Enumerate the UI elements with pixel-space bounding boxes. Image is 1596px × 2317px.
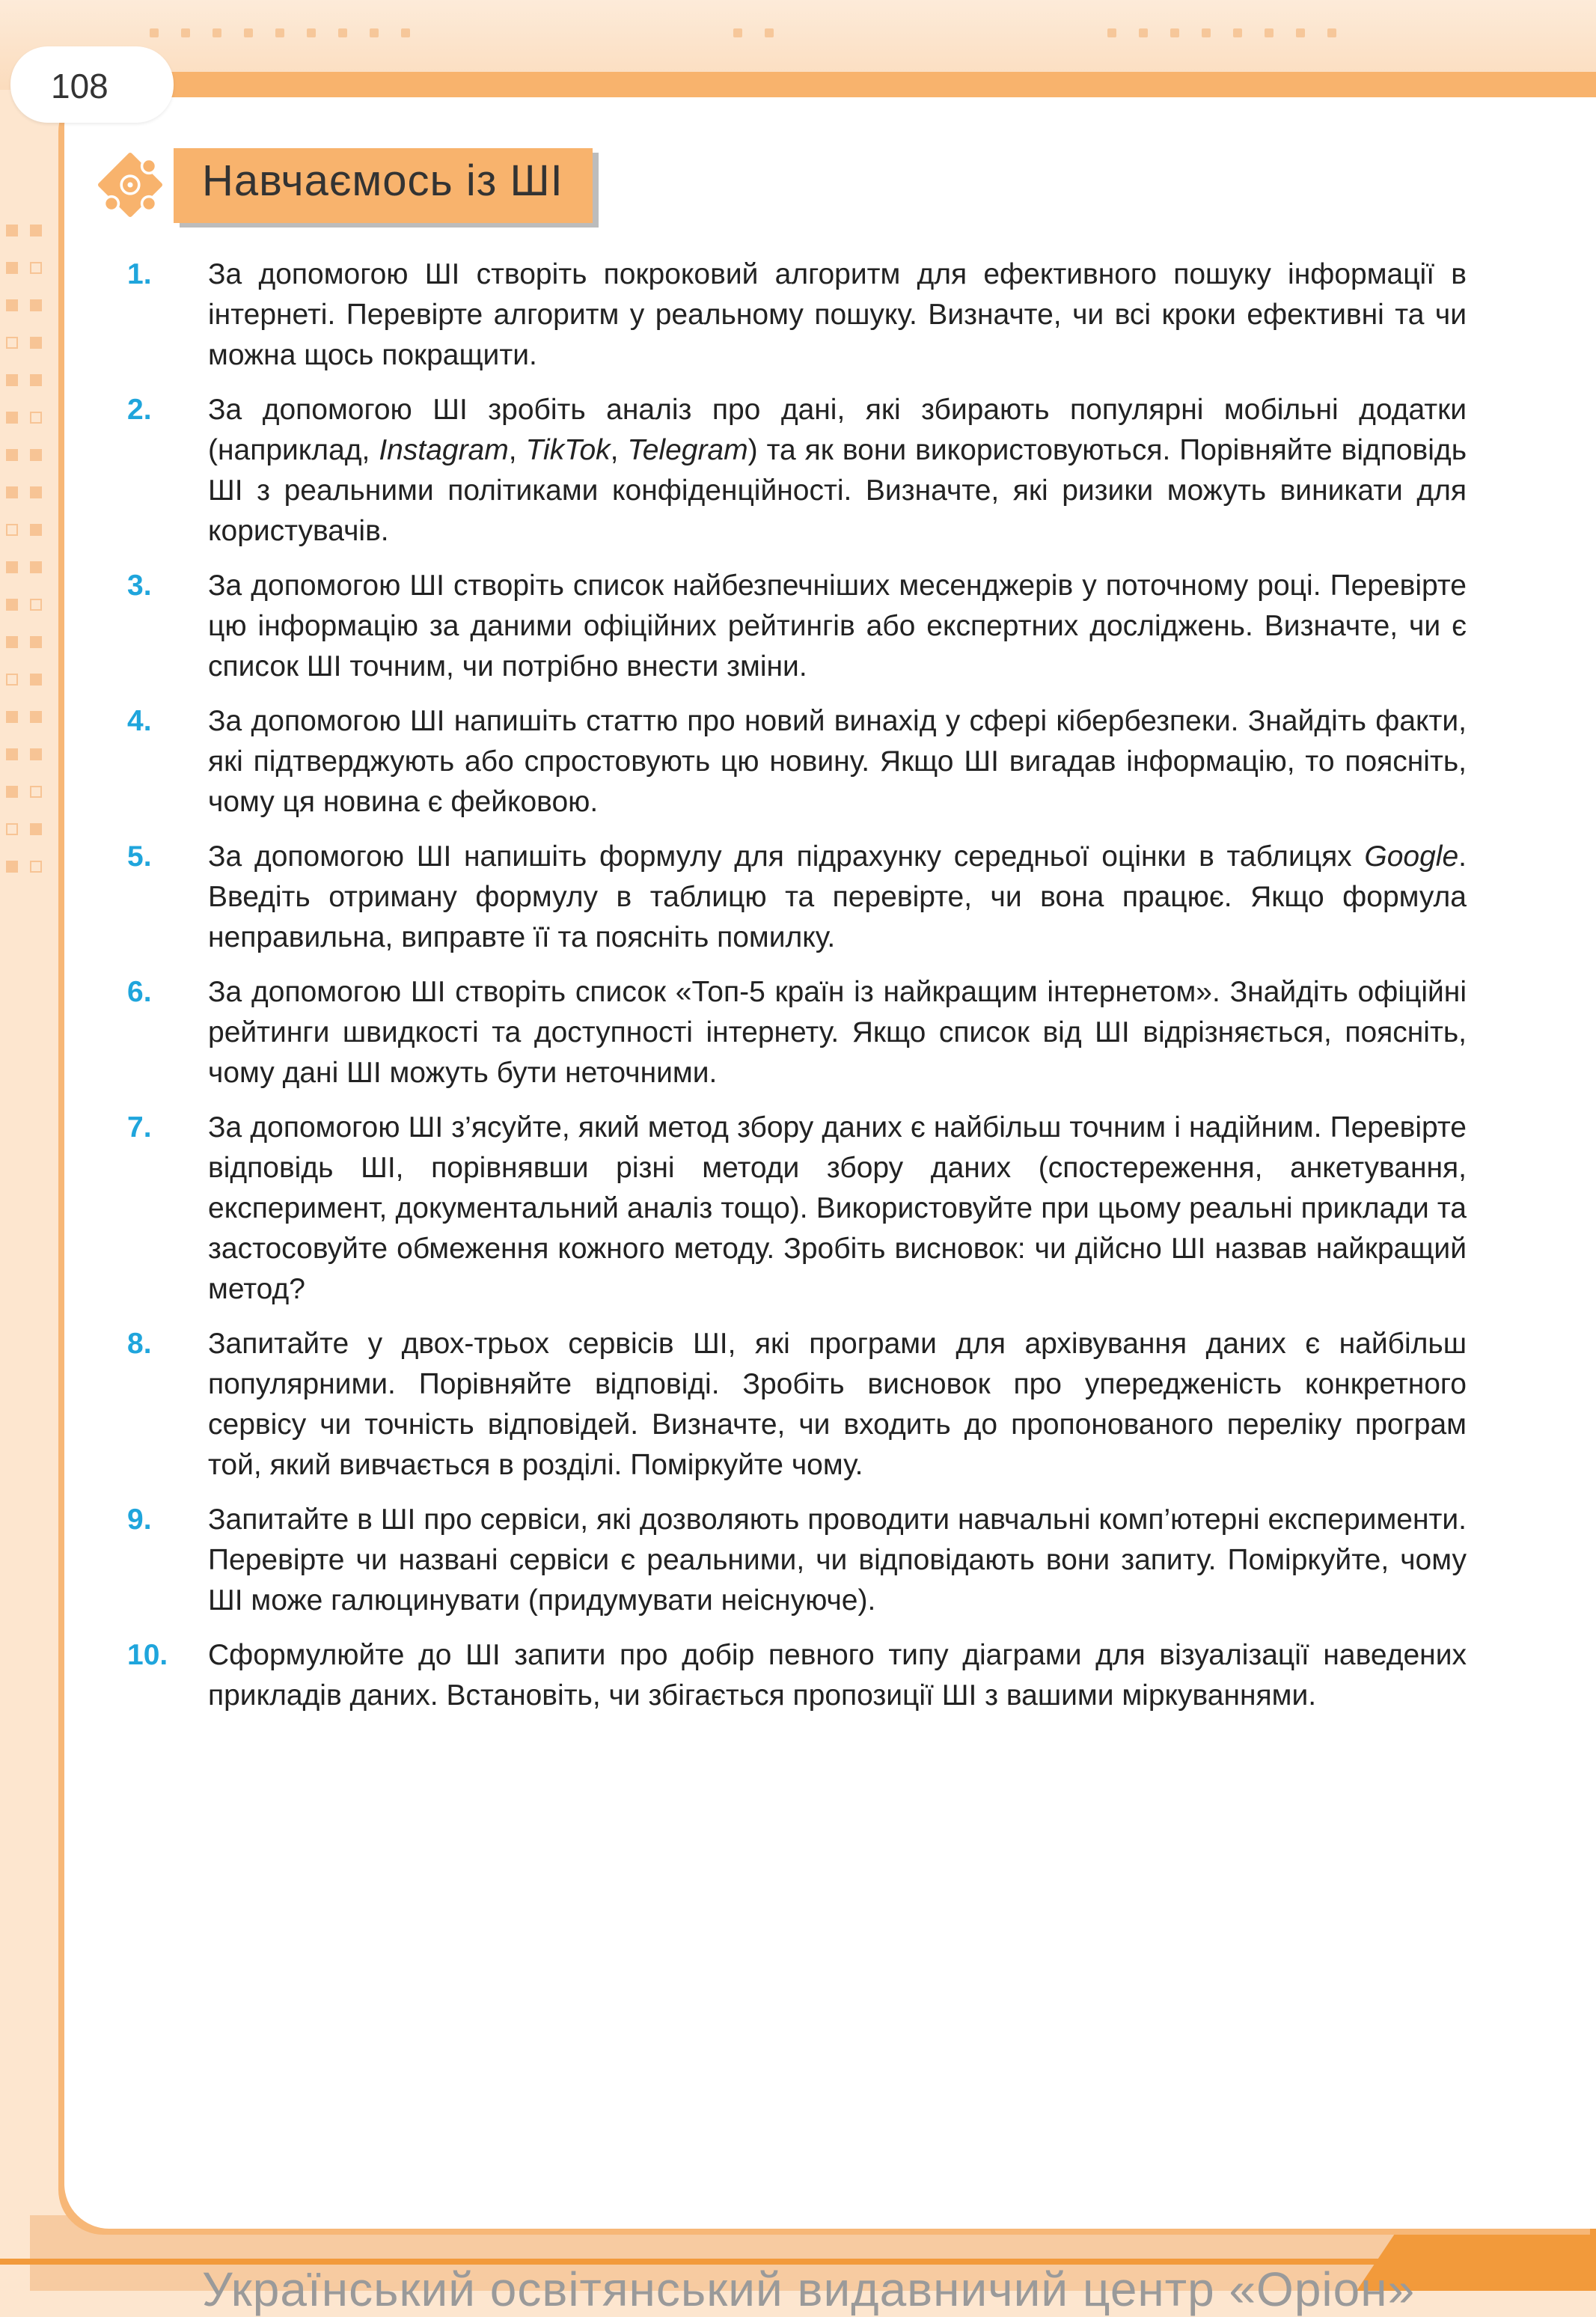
list-item bbox=[127, 837, 1467, 958]
task-list bbox=[127, 254, 1467, 1730]
list-item bbox=[127, 701, 1467, 822]
item-text: Запитайте у двох-трьох сервісів ШІ, які програми для архівування даних є найбільш популярними. Порівняйте відповіді. Зробіть висновок про упередженість конкретного сервісу чи точність відповідей. Визначте, чи входить до пропонованого переліку програм той, який вивчається в розділі. Поміркуйте чому. bbox=[208, 1328, 1467, 1481]
list-item bbox=[127, 1500, 1467, 1621]
item-number: 1. bbox=[127, 258, 152, 290]
item-text: Запитайте в ШІ про сервіси, які дозволяють проводити навчальні комп’ютерні експерименти. Перевірте чи названі сервіси є реальними, чи відповідають вони запиту. Поміркуйте, чому ШІ може галюцинувати (придумувати неіснуюче). bbox=[208, 1504, 1467, 1617]
item-text: Сформулюйте до ШІ запити про добір певного типу діаграми для візуалізації наведених прикладів даних. Встановіть, чи збігається пропозиції ШІ з вашими міркуваннями. bbox=[208, 1639, 1467, 1712]
item-number: 6. bbox=[127, 976, 152, 1008]
top-dot-pattern bbox=[150, 28, 410, 39]
top-dot-pattern bbox=[1107, 28, 1336, 39]
left-dot-pattern bbox=[0, 217, 52, 921]
puzzle-gear-icon bbox=[86, 141, 174, 229]
item-text: За допомогою ШІ з’ясуйте, який метод збору даних є найбільш точним і надійним. Перевірте відповідь ШІ, порівнявши різні методи збору даних (спостереження, анкетування, експеримент, документальний аналіз тощо). Використовуйте при цьому реальні приклади та застосовуйте обмеження кожного методу. Зробіть висновок: чи дійсно ШІ назвав найкращий метод? bbox=[208, 1111, 1467, 1305]
list-item bbox=[127, 1635, 1467, 1716]
item-text: За допомогою ШІ зробіть аналіз про дані, які збирають популярні мобільні додатки (наприклад, Instagram, TikTok, Telegram) та як вони використовуються. Порівняйте відповідь ШІ з реальними політиками конфіденційності. Визначте, які ризики можуть виникати для користувачів. bbox=[208, 394, 1467, 547]
item-text: За допомогою ШІ напишіть формулу для підрахунку середньої оцінки в таблицях Google. Введіть отриману формулу в таблицю та перевірте, чи вона працює. Якщо формула неправильна, виправте її та поясніть помилку. bbox=[208, 840, 1467, 953]
item-text: За допомогою ШІ створіть список «Топ-5 країн із найкращим інтернетом». Знайдіть офіційні рейтинги швидкості та доступності інтернету. Якщо список від ШІ відрізняється, поясніть, чому дані ШІ можуть бути неточними. bbox=[208, 976, 1467, 1089]
page-number: 108 bbox=[51, 67, 108, 106]
list-item bbox=[127, 972, 1467, 1093]
item-number: 3. bbox=[127, 570, 152, 602]
top-dot-pattern bbox=[733, 28, 774, 39]
item-number: 7. bbox=[127, 1111, 152, 1144]
list-item bbox=[127, 390, 1467, 552]
item-text: За допомогою ШІ напишіть статтю про новий винахід у сфері кібербезпеки. Знайдіть факти, які підтверджують або спростовують цю новину. Якщо ШІ вигадав інформацію, то поясніть, чому ця новина є фейковою. bbox=[208, 705, 1467, 818]
list-item bbox=[127, 254, 1467, 376]
top-accent-bar bbox=[127, 72, 1596, 97]
section-title: Навчаємось із ШІ bbox=[202, 156, 563, 205]
item-number: 4. bbox=[127, 705, 152, 737]
item-number: 2. bbox=[127, 394, 152, 426]
item-text: За допомогою ШІ створіть список найбезпечніших месенджерів у поточному році. Перевірте цю інформацію за даними офіційних рейтингів або експертних досліджень. Визначте, чи є список ШІ точним, чи потрібно внести зміни. bbox=[208, 570, 1467, 683]
item-number: 9. bbox=[127, 1504, 152, 1536]
publisher-footer: Український освітянський видавничий центр «Оріон» bbox=[202, 2262, 1416, 2316]
list-item bbox=[127, 566, 1467, 687]
list-item bbox=[127, 1324, 1467, 1486]
list-item bbox=[127, 1108, 1467, 1310]
item-number: 5. bbox=[127, 840, 152, 873]
item-number: 8. bbox=[127, 1328, 152, 1360]
item-number: 10. bbox=[127, 1639, 168, 1671]
item-text: За допомогою ШІ створіть покроковий алгоритм для ефективного пошуку інформації в інтернеті. Перевірте алгоритм у реальному пошуку. Визначте, чи всі кроки ефективні та чи можна щось покращити. bbox=[208, 258, 1467, 371]
